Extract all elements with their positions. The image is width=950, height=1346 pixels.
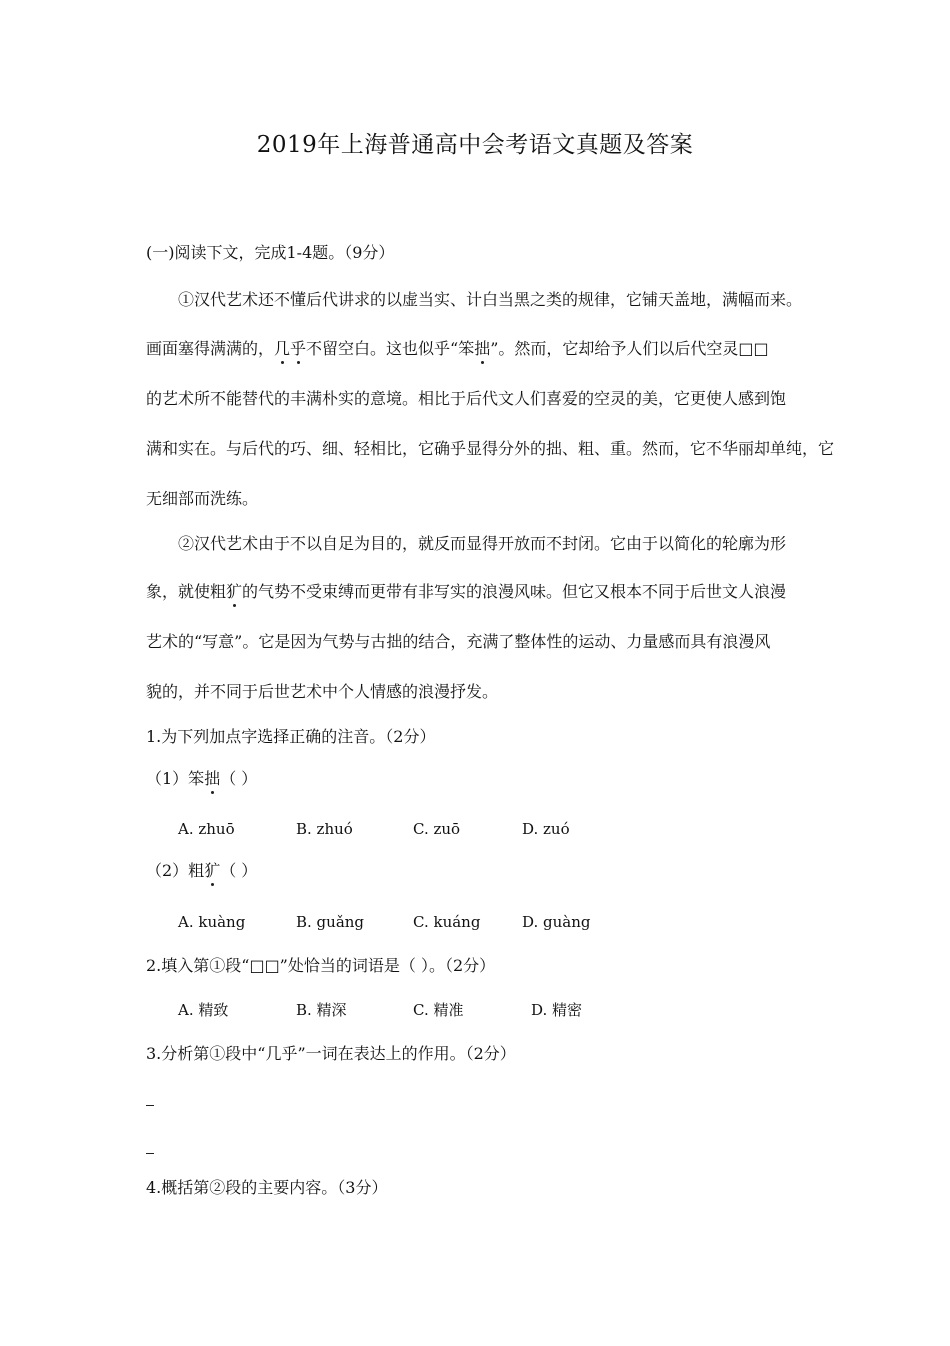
question-1-stem: 1.为下列加点字选择正确的注音。（2分） xyxy=(146,727,436,746)
passage-text: 的气势不受束缚而更带有非写实的浪漫风味。但它又根本不同于后世文人浪漫 xyxy=(242,582,787,601)
section-header: (一)阅读下文，完成1-4题。（9分） xyxy=(146,243,395,262)
sub-question-prefix: （2）粗 xyxy=(146,861,205,880)
sub-question-prefix: （1）笨 xyxy=(146,769,205,788)
q2-option-d: D. 精密 xyxy=(531,1001,583,1019)
passage-p1-line-4: 满和实在。与后代的巧、细、轻相比，它确乎显得分外的拙、粗、重。然而，它不华丽却单纯，它 xyxy=(146,439,835,458)
dotted-char: 拙 xyxy=(474,339,491,358)
q2-option-c: C. 精准 xyxy=(413,1001,464,1019)
passage-text: 画面塞得满满的， xyxy=(146,339,275,358)
passage-p2-line-4: 貌的，并不同于后世艺术中个人情感的浪漫抒发。 xyxy=(146,682,499,701)
q1-sub2-option-b: B. guǎng xyxy=(296,913,365,931)
q1-sub2-option-a: A. kuàng xyxy=(178,913,246,931)
passage-text: 象，就使粗 xyxy=(146,582,227,601)
passage-p1-line-2 xyxy=(146,339,769,359)
question-1-sub-2 xyxy=(146,861,257,881)
q2-option-b: B. 精深 xyxy=(296,1001,347,1019)
passage-p1-line-1: ①汉代艺术还不懂后代讲求的以虚当实、计白当黑之类的规律，它铺天盖地，满幅而来。 xyxy=(178,290,803,309)
passage-p2-line-2 xyxy=(146,582,786,602)
dotted-char: 几 xyxy=(274,339,291,358)
q1-sub1-option-c: C. zuō xyxy=(413,820,461,838)
document-title: 2019年上海普通高中会考语文真题及答案 xyxy=(256,132,694,158)
q2-option-a: A. 精致 xyxy=(178,1001,229,1019)
question-1-sub-1 xyxy=(146,769,257,789)
answer-blank: （ ） xyxy=(220,769,258,788)
q1-sub2-option-c: C. kuáng xyxy=(413,913,481,931)
dotted-char: 犷 xyxy=(204,861,221,880)
dotted-char: 拙 xyxy=(204,769,221,788)
answer-blank: （ ） xyxy=(220,861,258,880)
passage-p2-line-3: 艺术的“写意”。它是因为气势与古拙的结合，充满了整体性的运动、力量感而具有浪漫风 xyxy=(146,632,771,651)
q1-sub1-option-a: A. zhuō xyxy=(178,820,235,838)
passage-text: ”。然而，它却给予人们以后代空灵□□ xyxy=(490,339,769,358)
passage-p1-line-3: 的艺术所不能替代的丰满朴实的意境。相比于后代文人们喜爱的空灵的美，它更使人感到饱 xyxy=(146,389,787,408)
passage-p1-line-5: 无细部而洗练。 xyxy=(146,489,259,508)
question-2-stem: 2.填入第①段“□□”处恰当的词语是（ ）。（2分） xyxy=(146,956,496,975)
q1-sub1-option-d: D. zuó xyxy=(522,820,570,838)
q1-sub1-option-b: B. zhuó xyxy=(296,820,353,838)
question-4-stem: 4.概括第②段的主要内容。（3分） xyxy=(146,1178,388,1197)
q1-sub2-option-d: D. guàng xyxy=(522,913,591,931)
passage-text: 不留空白。这也似乎“笨 xyxy=(306,339,475,358)
answer-line xyxy=(146,1105,154,1106)
dotted-char: 乎 xyxy=(290,339,307,358)
question-3-stem: 3.分析第①段中“几乎”一词在表达上的作用。（2分） xyxy=(146,1044,516,1063)
answer-line xyxy=(146,1153,154,1154)
passage-p2-line-1: ②汉代艺术由于不以自足为目的，就反而显得开放而不封闭。它由于以简化的轮廓为形 xyxy=(178,534,787,553)
dotted-char: 犷 xyxy=(226,582,243,601)
